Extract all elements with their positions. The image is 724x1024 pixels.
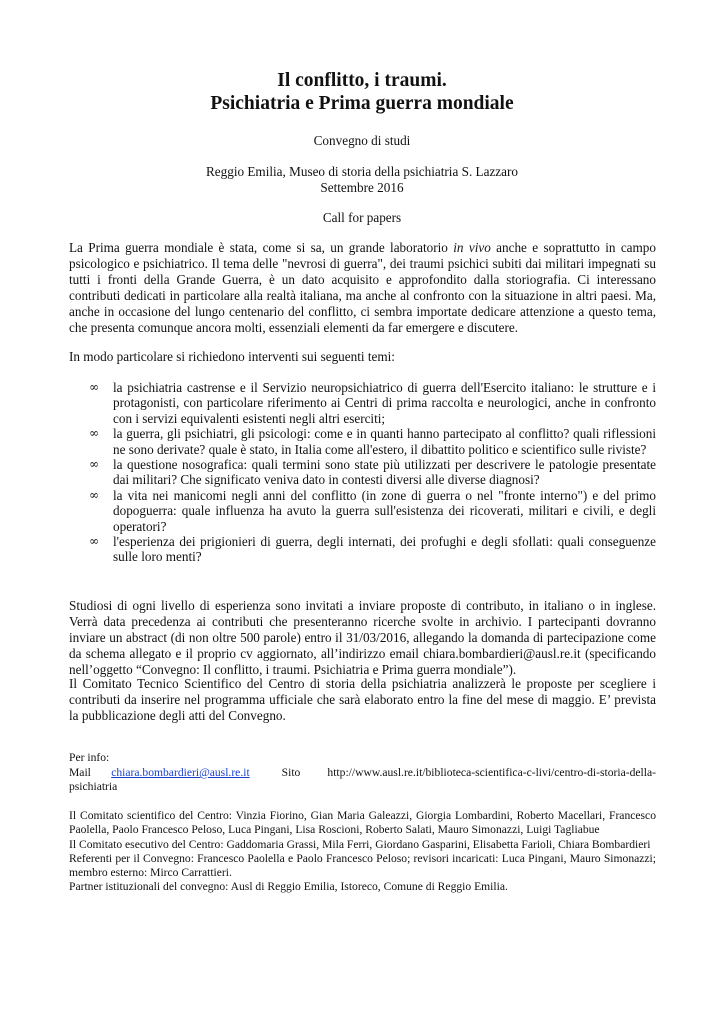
topic-item (0, 380, 656, 426)
submission-paragraph: Studiosi di ogni livello di esperienza sono invitati a inviare proposte di contributo, in italiano o in inglese. Verrà data precedenza ai contributi che presenteranno ricerche svolte in archivio. I partecipanti dovranno inviare un abstract (di non oltre 500 parole) entro il 31/03/2016, allegando la domanda di partecipazione come da schema allegato e il proprio cv aggiornato, all’indirizzo email chiara.bombardieri@ausl.re.it (specificando nell’oggetto “Convegno: Il conflitto, i traumi. Psichiatria e Prima guerra mondiale”). (69, 598, 656, 678)
topic-item (0, 534, 656, 565)
institutional-partners: Partner istituzionali del convegno: Ausl di Reggio Emilia, Istoreco, Comune di Reggio Emilia. (69, 880, 508, 894)
mail-label: Mail (69, 766, 91, 779)
conference-referents: Referenti per il Convegno: Francesco Paolella e Paolo Francesco Peloso; revisori incaricati: Luca Pingani, Mauro Simonazzi; membro esterno: Mirco Carrattieri. (69, 851, 656, 880)
topic-item (0, 488, 656, 534)
event-date: Settembre 2016 (320, 180, 404, 195)
topic-text: la questione nosografica: quali termini sono state più utilizzati per descrivere le patologie presentate dai militari? Che significato veniva dato in contesti diversi alle diverse diagnosi? (113, 457, 656, 488)
topic-text: l'esperienza dei prigionieri di guerra, degli internati, dei profughi e degli sfollati: quali conseguenze sulle loro menti? (113, 534, 656, 565)
topics-list (0, 380, 724, 565)
topic-item (0, 457, 656, 488)
infinity-bullet-icon: ∞ (89, 487, 99, 502)
event-location: Reggio Emilia, Museo di storia della psichiatria S. Lazzaro (205, 164, 519, 179)
event-type: Convegno di studi (313, 133, 411, 148)
title-line-2: Psichiatria e Prima guerra mondiale (210, 93, 514, 114)
infinity-bullet-icon: ∞ (89, 457, 99, 472)
intro-text-b: anche e soprattutto in campo psicologico e psichiatrico. Il tema delle "nevrosi di guerra", dei traumi psichici subiti dai militari impegnati su tutti i fronti della Grande Guerra, è un dato acquisito e approfondito dalla storiografia. Ci interessano contributi dedicati in particolare alla realtà italiana, ma anche al confronto con la situazione in altri paesi. Ma, anche in occasione del lungo centenario del conflitto, ci sembra importate dedicare attenzione a questo tema, che presenta comunque ancora molti, essenziali elementi da far emergere e discutere. (69, 240, 656, 336)
credits-block (69, 809, 656, 895)
info-contacts (69, 766, 656, 795)
intro-text-a: La Prima guerra mondiale è stata, come si sa, un grande laboratorio (69, 240, 454, 255)
intro-italic: in vivo (453, 240, 491, 255)
topic-text: la psichiatria castrense e il Servizio neuropsichiatrico di guerra dell'Esercito italiano: le strutture e i protagonisti, con particolare riferimento ai Centri di prima raccolta e neurologici, anche in confronto con i servizi equivalenti esistenti negli altri eserciti; (113, 380, 656, 426)
site-label: Sito (281, 766, 301, 779)
infinity-bullet-icon: ∞ (89, 380, 99, 394)
mail-link[interactable]: chiara.bombardieri@ausl.re.it (111, 766, 250, 779)
topics-intro: In modo particolare si richiedono interventi sui seguenti temi: (69, 349, 395, 364)
title-line-1: Il conflitto, i traumi. (277, 70, 447, 91)
site-url: http://www.ausl.re.it/biblioteca-scientifica-c-livi/centro-di-storia-della-psichiatria (69, 766, 656, 794)
committee-paragraph: Il Comitato Tecnico Scientifico del Centro di storia della psichiatria analizzerà le proposte per scegliere i contributi da inserire nel programma ufficiale che sarà elaborato entro la fine del mese di maggio. E’ prevista la pubblicazione degli atti del Convegno. (69, 676, 656, 724)
infinity-bullet-icon: ∞ (89, 534, 99, 549)
topic-text: la vita nei manicomi negli anni del conflitto (in zone di guerra o nel "fronte interno") e del primo dopoguerra: quale influenza ha avuto la guerra sull'esistenza dei ricoverati, militari e civili, e degli operatori? (113, 487, 656, 534)
executive-committee: Il Comitato esecutivo del Centro: Gaddomaria Grassi, Mila Ferri, Giordano Gasparini, Elisabetta Farioli, Chiara Bombardieri (69, 837, 651, 851)
infinity-bullet-icon: ∞ (89, 426, 99, 441)
topic-text: la guerra, gli psichiatri, gli psicologi: come e in quanti hanno partecipato al conflitto? quali riflessioni ne sono derivate? quale è stato, in Italia come all'estero, il dibattito politico e scientifico sulle riviste? (113, 426, 656, 457)
intro-paragraph (69, 240, 656, 337)
scientific-committee: Il Comitato scientifico del Centro: Vinzia Fiorino, Gian Maria Galeazzi, Giorgia Lombardini, Roberto Macellari, Francesco Paolella, Paolo Francesco Peloso, Luca Pingani, Lisa Roscioni, Roberto Salati, Mauro Simonazzi, Luigi Tagliabue (69, 809, 656, 837)
info-label: Per info: (69, 751, 110, 764)
call-for-papers: Call for papers (322, 210, 402, 225)
topic-item (0, 426, 656, 457)
